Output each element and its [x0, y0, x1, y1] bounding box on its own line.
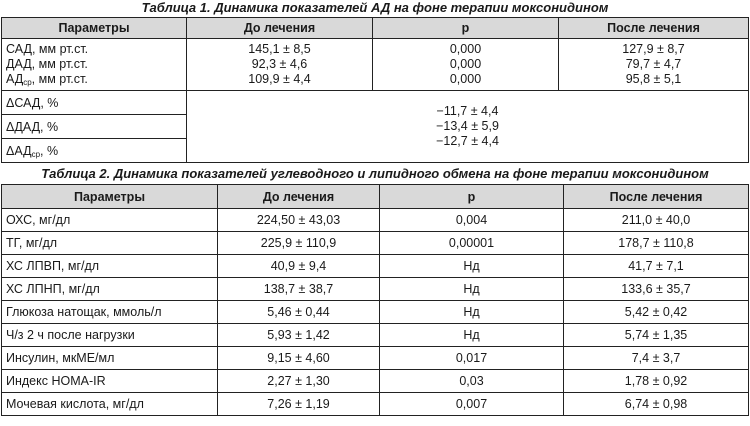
param-cell: ХС ЛПНП, мг/дл [2, 278, 218, 301]
before-cell: 225,9 ± 110,9 [218, 232, 380, 255]
after-cell: 133,6 ± 35,7 [564, 278, 749, 301]
after-cell: 41,7 ± 7,1 [564, 255, 749, 278]
p-value: 0,000 [449, 42, 482, 56]
delta-value: −12,7 ± 4,4 [436, 134, 499, 148]
delta-value: −11,7 ± 4,4 [436, 104, 499, 118]
param-cell: Глюкоза натощак, ммоль/л [2, 301, 218, 324]
before-cell: 5,46 ± 0,44 [218, 301, 380, 324]
table-row [2, 255, 749, 278]
table-row [2, 278, 749, 301]
p-cell: Нд [380, 278, 564, 301]
table1-params-cell [2, 39, 187, 91]
param-cell: ОХС, мг/дл [2, 209, 218, 232]
table-row [2, 393, 749, 416]
before-cell: 9,15 ± 4,60 [218, 347, 380, 370]
table2-header-p: р [380, 185, 564, 209]
before-cell: 7,26 ± 1,19 [218, 393, 380, 416]
delta-value: −13,4 ± 5,9 [436, 119, 499, 133]
param-cell: Мочевая кислота, мг/дл [2, 393, 218, 416]
param-cell: ХС ЛПВП, мг/дл [2, 255, 218, 278]
before-value: 109,9 ± 4,4 [248, 72, 311, 86]
before-cell: 40,9 ± 9,4 [218, 255, 380, 278]
table1-p-cell [373, 39, 559, 91]
table1-title: Таблица 1. Динамика показателей АД на фоне терапии моксонидином [141, 0, 609, 15]
p-cell: 0,017 [380, 347, 564, 370]
after-value: 127,9 ± 8,7 [622, 42, 685, 56]
after-cell: 1,78 ± 0,92 [564, 370, 749, 393]
table-row [2, 347, 749, 370]
before-cell: 138,7 ± 38,7 [218, 278, 380, 301]
table1-values-row [2, 39, 749, 91]
table1-header-params: Параметры [2, 18, 187, 39]
param-cell: Индекс HOMA-IR [2, 370, 218, 393]
table1-header-after: После лечения [559, 18, 749, 39]
p-value: 0,000 [449, 72, 482, 86]
param-dad: ДАД, мм рт.ст. [6, 57, 88, 71]
p-cell: 0,03 [380, 370, 564, 393]
delta-sad-label: ΔСАД, % [2, 91, 187, 115]
p-cell: Нд [380, 301, 564, 324]
table1-after-cell [559, 39, 749, 91]
table1-delta-row [2, 91, 749, 115]
table1-header-row [2, 18, 749, 39]
after-value: 79,7 ± 4,7 [625, 57, 682, 71]
after-cell: 5,74 ± 1,35 [564, 324, 749, 347]
table1 [1, 17, 749, 163]
param-cell: Ч/з 2 ч после нагрузки [2, 324, 218, 347]
table2-header-params: Параметры [2, 185, 218, 209]
table-row [2, 209, 749, 232]
table1-before-cell [187, 39, 373, 91]
table2-header-after: После лечения [564, 185, 749, 209]
delta-ad-mean-label: $\Delta АД_{ср}$, % [2, 139, 187, 163]
after-cell: 7,4 ± 3,7 [564, 347, 749, 370]
before-cell: 5,93 ± 1,42 [218, 324, 380, 347]
table-row [2, 232, 749, 255]
before-value: 145,1 ± 8,5 [248, 42, 311, 56]
after-cell: 6,74 ± 0,98 [564, 393, 749, 416]
before-value: 92,3 ± 4,6 [251, 57, 308, 71]
table-row [2, 370, 749, 393]
table1-delta-values [187, 91, 749, 163]
table-row [2, 301, 749, 324]
before-cell: 2,27 ± 1,30 [218, 370, 380, 393]
table1-header-p: р [373, 18, 559, 39]
param-sad: САД, мм рт.ст. [6, 42, 89, 56]
p-cell: 0,004 [380, 209, 564, 232]
param-ad-mean: $АД_{ср}$, мм рт.ст. [6, 72, 88, 87]
before-cell: 224,50 ± 43,03 [218, 209, 380, 232]
table2-title: Таблица 2. Динамика показателей углеводного и липидного обмена на фоне терапии моксонидином [41, 166, 709, 181]
table2-header-row [2, 185, 749, 209]
param-cell: ТГ, мг/дл [2, 232, 218, 255]
p-cell: Нд [380, 324, 564, 347]
table1-header-before: До лечения [187, 18, 373, 39]
after-cell: 211,0 ± 40,0 [564, 209, 749, 232]
after-cell: 178,7 ± 110,8 [564, 232, 749, 255]
after-cell: 5,42 ± 0,42 [564, 301, 749, 324]
p-value: 0,000 [449, 57, 482, 71]
p-cell: Нд [380, 255, 564, 278]
p-cell: 0,00001 [380, 232, 564, 255]
delta-dad-label: ΔДАД, % [2, 115, 187, 139]
table2-header-before: До лечения [218, 185, 380, 209]
param-cell: Инсулин, мкМЕ/мл [2, 347, 218, 370]
after-value: 95,8 ± 5,1 [625, 72, 682, 86]
p-cell: 0,007 [380, 393, 564, 416]
table2 [1, 184, 749, 416]
table-row [2, 324, 749, 347]
